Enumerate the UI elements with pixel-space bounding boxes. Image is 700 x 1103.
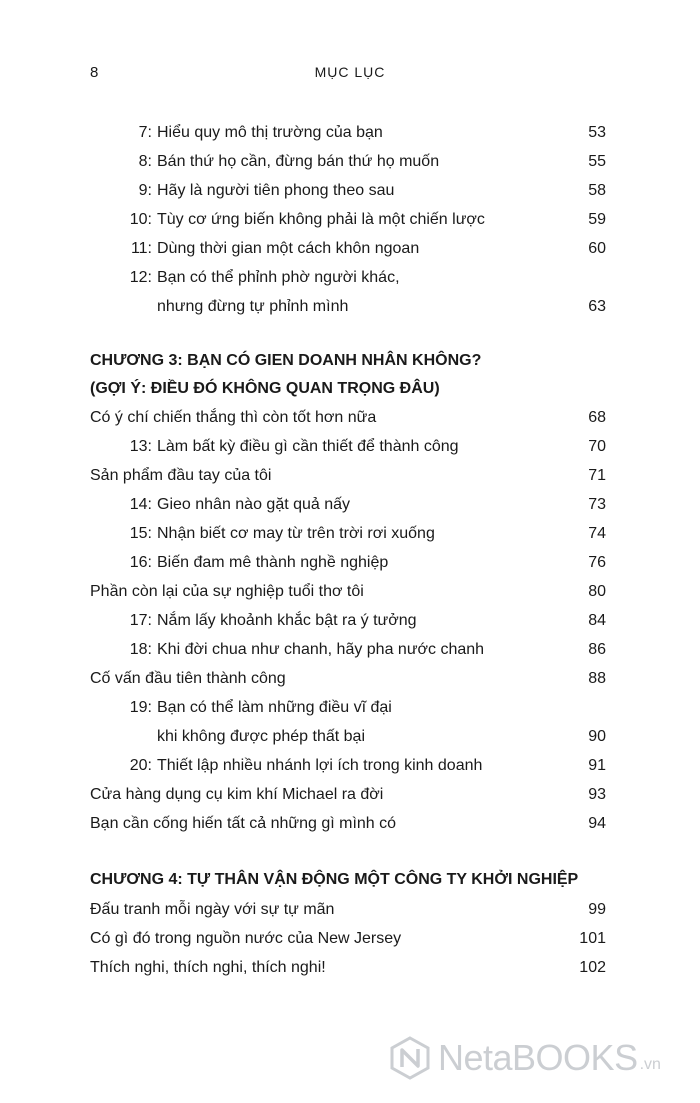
toc-entry-number: 9: [138,182,152,199]
toc-subentry[interactable] [90,635,606,664]
toc-entry-page: 58 [588,182,606,199]
toc-entry-title-line: Nắm lấy khoảnh khắc bật ra ý tưởng [157,612,417,629]
toc-entry[interactable] [90,461,606,490]
toc-entry-page: 73 [588,496,606,513]
toc-entry-title [157,147,439,176]
toc-entry-title-line: Bạn có thể làm những điều vĩ đại [157,699,392,716]
table-of-contents [90,118,606,982]
toc-entry-title-line: Có ý chí chiến thắng thì còn tốt hơn nữa [90,409,377,426]
toc-entry-page: 101 [579,930,606,947]
toc-entry-title-line: Phần còn lại của sự nghiệp tuổi thơ tôi [90,583,364,600]
toc-entry[interactable] [90,403,606,432]
toc-entry-number: 10: [129,211,152,228]
toc-entry-title [157,693,392,751]
toc-entry-number: 11: [130,240,152,257]
toc-entry-title-line: Khi đời chua như chanh, hãy pha nước chanh [157,641,485,658]
toc-entry-number: 20: [129,757,152,774]
toc-entry-page: 76 [588,554,606,571]
toc-entry-title [157,519,435,548]
toc-entry-title-line: Hiểu quy mô thị trường của bạn [157,124,383,141]
toc-entry[interactable] [90,895,606,924]
toc-entry-page: 86 [588,641,606,658]
toc-subentry[interactable] [90,176,606,205]
toc-entry-number: 8: [138,153,152,170]
toc-entry[interactable] [90,780,606,809]
toc-entry-title [90,664,286,693]
toc-entry-title-line: Dùng thời gian một cách khôn ngoan [157,240,420,257]
toc-entry-title [157,548,388,577]
toc-entry-number: 7: [138,124,152,141]
toc-entry-page: 63 [588,298,606,315]
toc-subentry[interactable] [90,693,606,751]
toc-entry-page: 71 [588,467,606,484]
toc-entry[interactable] [90,809,606,838]
chapter-heading-line: CHƯƠNG 3: BẠN CÓ GIEN DOANH NHÂN KHÔNG? [90,352,482,369]
toc-subentry[interactable] [90,118,606,147]
toc-entry-title [90,924,401,953]
toc-entry-title-line: Thiết lập nhiều nhánh lợi ích trong kinh doanh [157,757,483,774]
toc-entry-number: 14: [129,496,152,513]
watermark [388,1034,661,1082]
toc-entry-title [157,234,419,263]
page-number: 8 [90,64,99,81]
toc-subentry[interactable] [90,263,606,321]
toc-entry-title-line: Tùy cơ ứng biến không phải là một chiến lược [157,211,485,228]
toc-entry[interactable] [90,924,606,953]
toc-entry-title [90,953,326,982]
watermark-brand: NetaBOOKS [438,1037,638,1078]
toc-entry-number: 13: [129,438,152,455]
toc-entry[interactable] [90,577,606,606]
toc-entry-title-line: Có gì đó trong nguồn nước của New Jersey [90,930,402,947]
toc-entry-page: 94 [588,815,606,832]
toc-entry-title [157,635,484,664]
toc-entry-title [157,176,394,205]
toc-entry-number: 16: [129,554,152,571]
chapter-heading-line: CHƯƠNG 4: TỰ THÂN VẬN ĐỘNG MỘT CÔNG TY KHỞI NGHIỆP [90,871,579,888]
toc-entry-number: 12: [129,269,152,286]
toc-entry-title-line: Cửa hàng dụng cụ kim khí Michael ra đời [90,786,384,803]
toc-entry-title-line: Sản phẩm đầu tay của tôi [90,467,272,484]
toc-subentry[interactable] [90,606,606,635]
toc-entry-number: 15: [129,525,152,542]
toc-entry-title [157,263,400,321]
toc-entry-title [90,780,383,809]
toc-entry-title [90,577,364,606]
toc-entry-page: 91 [588,757,606,774]
toc-subentry[interactable] [90,147,606,176]
toc-subentry[interactable] [90,432,606,461]
toc-entry-page: 102 [579,959,606,976]
toc-entry-page: 99 [588,901,606,918]
toc-entry-title [157,606,417,635]
toc-entry-title [157,432,459,461]
toc-entry-title-line: Đấu tranh mỗi ngày với sự tự mãn [90,901,335,918]
toc-entry-number: 19: [129,699,152,716]
chapter-heading [90,866,606,894]
toc-entry-title [90,809,396,838]
toc-entry[interactable] [90,953,606,982]
toc-subentry[interactable] [90,519,606,548]
toc-entry-title-line: Bạn có thể phỉnh phờ người khác, [157,269,400,286]
chapter-heading [90,347,606,403]
toc-entry-title [157,118,383,147]
toc-entry-page: 80 [588,583,606,600]
toc-entry-title [90,461,271,490]
watermark-suffix: .vn [639,1056,661,1073]
toc-entry-title [157,751,482,780]
toc-entry-page: 90 [588,728,606,745]
toc-entry-page: 93 [588,786,606,803]
toc-subentry[interactable] [90,205,606,234]
toc-entry-title-line: Làm bất kỳ điều gì cần thiết để thành công [157,438,459,455]
toc-entry-title-line: Gieo nhân nào gặt quả nấy [157,496,351,513]
toc-entry[interactable] [90,664,606,693]
toc-entry-number: 17: [129,612,152,629]
toc-entry-title-line: Thích nghi, thích nghi, thích nghi! [90,959,326,976]
toc-subentry[interactable] [90,234,606,263]
toc-entry-page: 53 [588,124,606,141]
toc-subentry[interactable] [90,548,606,577]
toc-entry-title-line: Biến đam mê thành nghề nghiệp [157,554,389,571]
toc-entry-page: 84 [588,612,606,629]
toc-entry-title [157,490,350,519]
toc-entry-title-line: Bán thứ họ cần, đừng bán thứ họ muốn [157,153,440,170]
running-title: MỤC LỤC [314,64,386,80]
toc-entry-number: 18: [129,641,152,658]
toc-entry-page: 88 [588,670,606,687]
toc-entry-title-line: khi không được phép thất bại [157,728,366,745]
toc-subentry[interactable] [90,490,606,519]
toc-entry-title-line: Cố vấn đầu tiên thành công [90,670,286,687]
toc-entry-title-line: Bạn cần cống hiến tất cả những gì mình có [90,815,397,832]
toc-entry-title-line: nhưng đừng tự phỉnh mình [157,298,349,315]
toc-entry-title [90,403,376,432]
toc-entry-title-line: Hãy là người tiên phong theo sau [157,182,395,199]
toc-entry-page: 60 [588,240,606,257]
toc-entry-title [157,205,485,234]
toc-entry-page: 74 [588,525,606,542]
toc-entry-page: 70 [588,438,606,455]
toc-entry-title [90,895,334,924]
toc-entry-title-line: Nhận biết cơ may từ trên trời rơi xuống [157,525,435,542]
toc-entry-page: 68 [588,409,606,426]
toc-entry-page: 55 [588,153,606,170]
toc-subentry[interactable] [90,751,606,780]
toc-entry-page: 59 [588,211,606,228]
chapter-heading-line: (GỢI Ý: ĐIỀU ĐÓ KHÔNG QUAN TRỌNG ĐÂU) [90,380,440,397]
netabooks-logo-icon [388,1036,432,1080]
